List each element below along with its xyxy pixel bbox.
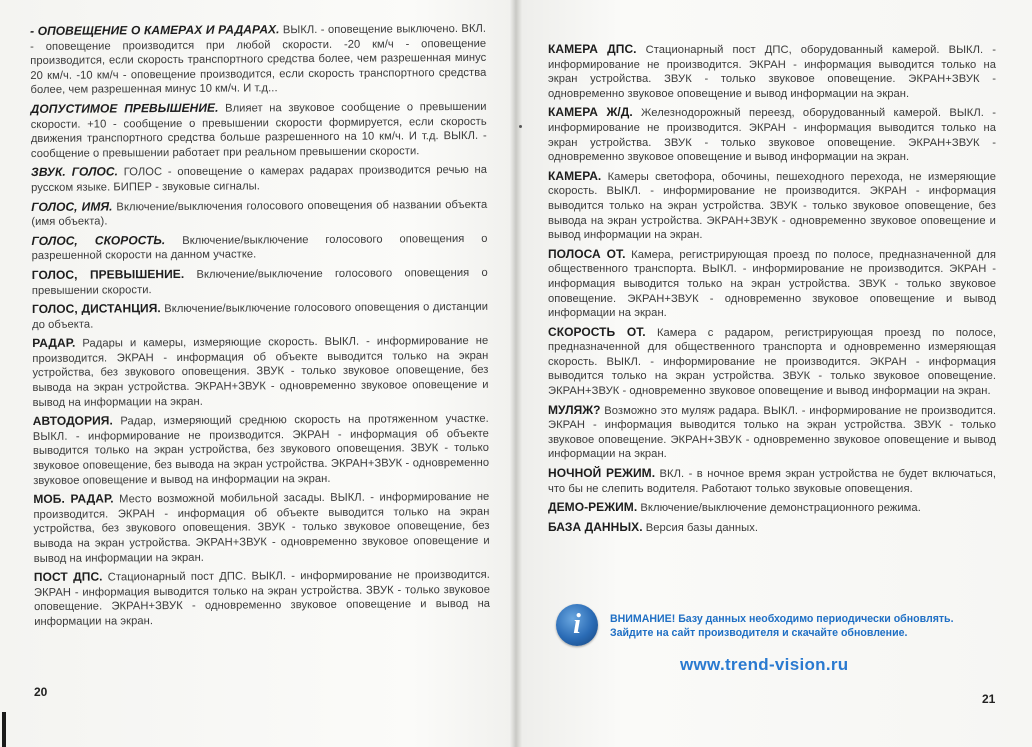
page-number-right: 21	[982, 692, 996, 706]
update-notice	[556, 604, 1000, 644]
term: ДЕМО-РЕЖИМ.	[548, 500, 638, 515]
info-icon: i	[556, 604, 598, 646]
entry-voice-excess	[32, 265, 488, 298]
term: СКОРОСТЬ ОТ.	[548, 324, 646, 339]
term: КАМЕРА.	[548, 168, 602, 183]
definition: Железнодорожный переезд, оборудованный камерой. ВЫКЛ. - информирование не производится. ЭКРАН - информация выводится только на экран устройства. ЗВУК - только звуковое оповещение. ЭКРАН+ЗВУК - одновременно звуковое оповещение и вывод информации на экран.	[548, 107, 996, 164]
entry-mobile-radar	[33, 489, 490, 566]
scan-edge-mark	[2, 712, 6, 747]
definition: Включение/выключение демонстрационного режима.	[637, 502, 921, 515]
right-page	[548, 42, 996, 539]
entry-dummy	[548, 403, 996, 462]
definition: Место возможной мобильной засады. ВЫКЛ. - информирование не производится. ЭКРАН - информация об объекте выводится только на экран устройства, без звукового оповещения. ЗВУК - только звуковое оповещение, без вывода на экран устройства. ЭКРАН+ЗВУК - одновременно звуковое оповещение и вывод на информации на экран.	[33, 491, 490, 565]
entry-voice-distance	[32, 299, 488, 332]
entry-railway-camera	[548, 105, 996, 164]
definition: Влияет на звуковое сообщение о превышении скорости. +10 - сообщение о превышении скорости формируется, если скорость движения транспортного средства больше разрешенного на 10 км/ч. И т.д. ВЫКЛ. - сообщение о превышении работает при реальном превышении скорости.	[30, 100, 487, 160]
term: ЗВУК. ГОЛОС.	[30, 164, 119, 180]
definition: Радары и камеры, измеряющие скорость. ВЫКЛ. - информирование не производится. ЭКРАН - информация об объекте выводится только на экран устройства, без звукового оповещения. ЗВУК - только звуковое оповещение, без вывода на экран устройства. ЭКРАН+ЗВУК - одновременно звуковое оповещение и вывод на информации на экран.	[32, 335, 489, 409]
term: ДОПУСТИМОЕ ПРЕВЫШЕНИЕ.	[30, 100, 219, 116]
entry-radar	[32, 333, 489, 410]
definition: Стационарный пост ДПС, оборудованный камерой. ВЫКЛ. - информирование не производится. ЭКРАН - информация выводится только на экран устройства. ЗВУК - только звуковое оповещение. ЭКРАН+ЗВУК - одновременно звуковое оповещение и вывод информации на экран.	[548, 44, 996, 100]
entry-sound-voice	[31, 162, 487, 195]
left-page	[30, 21, 490, 634]
definition: ВКЛ. - в ночное время экран устройства не будет включаться, что бы не слепить водителя. Работают только звуковые оповещения.	[548, 468, 996, 495]
definition: Радар, измеряющий среднюю скорость на протяженном участке. ВЫКЛ. - информирование не производится. ЭКРАН - информация об объекте выводится только на экран устройства, без звукового оповещения. ЗВУК - только звуковое оповещение, без вывода на экран устройства. ЭКРАН+ЗВУК - одновременно звуковое оповещение и вывод на информации на экран.	[32, 413, 490, 487]
term: ПОСТ ДПС.	[33, 569, 103, 585]
entry-allowed-excess	[31, 99, 487, 162]
print-speck	[519, 125, 522, 128]
entry-camera-radar-alert	[30, 21, 487, 98]
term: ГОЛОС, ДИСТАНЦИЯ.	[31, 301, 161, 317]
notice-line-1: ВНИМАНИЕ! Базу данных необходимо периодически обновлять.	[610, 613, 954, 625]
entry-voice-name	[31, 196, 487, 229]
entry-night-mode	[548, 466, 996, 496]
term: - ОПОВЕЩЕНИЕ О КАМЕРАХ И РАДАРАХ.	[30, 22, 280, 38]
definition: Включение/выключение голосового оповещения о дистанции до объекта.	[32, 300, 489, 331]
term: ГОЛОС, ПРЕВЫШЕНИЕ.	[31, 266, 185, 282]
entry-dps-camera	[548, 42, 996, 101]
definition: Камеры светофора, обочины, пешеходного перехода, не измеряющие скорость. ВЫКЛ. - информирование не производится. ЭКРАН - информация выводится только на экран устройства. ЗВУК - только звуковое оповещение, без вывода на экран устройства. ЭКРАН+ЗВУК - одновременно звуковое оповещение и вывод информации на экран.	[548, 170, 996, 242]
definition: Камера с радаром, регистрирующая проезд по полосе, предназначенной для общественного транспорта и одновременно измеряющая скорость. ВЫКЛ. - информирование не производится. ЭКРАН - информация выводится только на экран устройства. ЗВУК - только звуковое оповещение. ЭКРАН+ЗВУК - одновременно звуковое оповещение и вывод информации на экран.	[548, 326, 996, 398]
entry-dps-post	[34, 567, 490, 630]
entry-avtodoria	[33, 411, 490, 488]
term: АВТОДОРИЯ.	[32, 413, 113, 429]
term: КАМЕРА ДПС.	[548, 42, 637, 56]
website-link: www.trend-vision.ru	[680, 655, 849, 674]
term: МОБ. РАДАР.	[33, 491, 114, 507]
entry-bus-lane	[548, 247, 996, 321]
definition: Включение/выключение голосового оповещения о превышении скорости.	[31, 266, 488, 297]
term: КАМЕРА Ж/Д.	[548, 105, 633, 120]
notice-text	[610, 612, 954, 640]
entry-voice-speed	[31, 231, 487, 264]
definition: Включение/выключения голосового оповещения об названии объекта (имя объекта).	[31, 198, 488, 229]
term: НОЧНОЙ РЕЖИМ.	[548, 466, 656, 481]
term: БАЗА ДАННЫХ.	[548, 519, 643, 534]
notice-line-2: Зайдите на сайт производителя и скачайте обновление.	[610, 627, 908, 639]
definition: Стационарный пост ДПС. ВЫКЛ. - информирование не производится. ЭКРАН - информация выводится только на экран устройства. ЗВУК - только звуковое оповещение. ЭКРАН+ЗВУК - одновременно звуковое оповещение и вывод на информации на экран.	[33, 568, 491, 628]
entry-camera	[548, 169, 996, 243]
page-number-left: 20	[34, 685, 48, 699]
term: ГОЛОС, СКОРОСТЬ.	[31, 232, 166, 248]
definition: Камера, регистрирующая проезд по полосе, предназначенной для общественного транспорта. ВЫКЛ. - информирование не производится. ЭКРАН - информация выводится только на экран устройства. ЗВУК - только звуковое оповещение. ЭКРАН+ЗВУК - одновременно звуковое оповещение и вывод информации на экран.	[548, 248, 996, 320]
definition: Возможно это муляж радара. ВЫКЛ. - информирование не производится. ЭКРАН - информация выводится только на экран устройства. ЗВУК - только звуковое оповещение. ЭКРАН+ЗВУК - одновременно звуковое оповещение и вывод информации на экран.	[548, 404, 996, 461]
term: МУЛЯЖ?	[548, 402, 601, 417]
term: РАДАР.	[32, 335, 76, 351]
term: ПОЛОСА ОТ.	[548, 246, 626, 261]
entry-bus-lane-speed	[548, 325, 996, 399]
entry-demo-mode	[548, 500, 996, 516]
definition: Версия базы данных.	[642, 521, 758, 534]
entry-database	[548, 520, 996, 536]
definition: ВЫКЛ. - оповещение выключено. ВКЛ. - оповещение производится при любой скорости. -20 км/ч - оповещение производится, если скорость транспортного средства более, чем разрешенная минус 20 км/ч. -10 км/ч - оповещение производится, если скорость транспортного средства более, чем разрешенная минус 10 км/ч. И т.д...	[30, 22, 487, 97]
term: ГОЛОС, ИМЯ.	[31, 198, 113, 214]
definition: ГОЛОС - оповещение о камерах радарах производится речью на русском языке. БИПЕР - звуковые сигналы.	[31, 164, 488, 194]
definition: Включение/выключение голосового оповещения о разрешенной скорости на данном участке.	[31, 232, 488, 263]
